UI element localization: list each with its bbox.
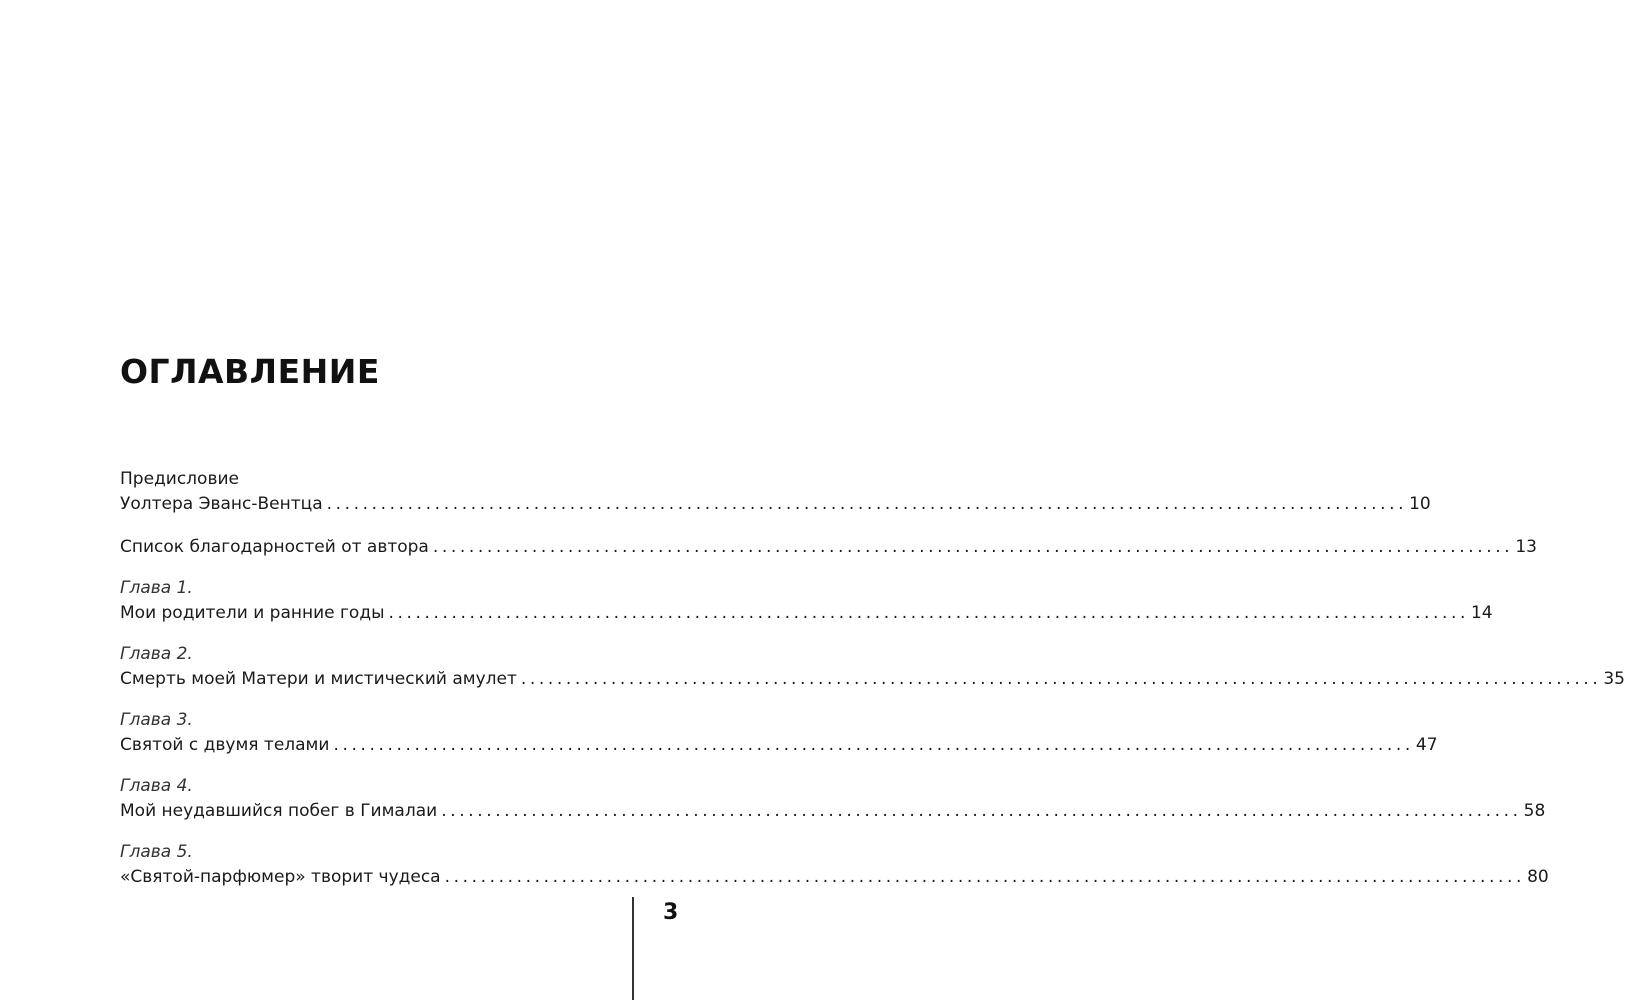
toc-page-number: 35 [1603, 669, 1625, 689]
toc-line [120, 535, 1537, 560]
chapter-label: Глава 1. [120, 578, 193, 598]
toc-entry-title: Святой с двумя телами [120, 735, 330, 755]
toc-line [120, 733, 1438, 758]
dot-leader: ........................................................................................................................ [432, 537, 1514, 557]
dot-leader: ........................................................................................................................ [388, 603, 1469, 623]
chapter-label: Глава 2. [120, 644, 193, 664]
folio-rule [632, 897, 634, 1000]
toc-entry-title: Список благодарностей от автора [120, 537, 429, 557]
toc-page-number: 58 [1523, 801, 1546, 821]
dot-leader: ........................................................................................................................ [444, 867, 1526, 887]
toc-entry [120, 535, 1537, 560]
chapter-label: Глава 5. [120, 842, 193, 862]
toc-entry [120, 642, 1625, 692]
toc-page-number: 47 [1415, 735, 1438, 755]
dot-leader: ........................................................................................................................ [333, 735, 1414, 755]
toc-page-number: 13 [1515, 537, 1537, 557]
toc-line [120, 492, 1431, 517]
toc-page-number: 10 [1409, 494, 1431, 514]
table-of-contents [120, 467, 1625, 906]
toc-entry-title: Уолтера Эванс-Вентца [120, 494, 323, 514]
toc-entry [120, 708, 1438, 758]
page-title: ОГЛАВЛЕНИЕ [120, 352, 380, 391]
toc-entry-title: «Святой-парфюмер» творит чудеса [120, 867, 441, 887]
toc-line [120, 865, 1549, 890]
toc-line [120, 799, 1546, 824]
toc-line [120, 601, 1493, 626]
toc-entry [120, 467, 1431, 517]
toc-line [120, 667, 1625, 692]
toc-entry-title: Мой неудавшийся побег в Гималаи [120, 801, 438, 821]
chapter-label: Глава 4. [120, 776, 193, 796]
dot-leader: ........................................................................................................................ [441, 801, 1522, 821]
toc-entry [120, 576, 1493, 626]
page-number: 3 [663, 900, 679, 925]
toc-entry [120, 840, 1549, 890]
toc-page-number: 80 [1527, 867, 1549, 887]
toc-entry-prefix: Предисловие [120, 469, 239, 489]
toc-page-number: 14 [1470, 603, 1493, 623]
chapter-label: Глава 3. [120, 710, 193, 730]
dot-leader: ........................................................................................................................ [326, 494, 1408, 514]
dot-leader: ........................................................................................................................ [520, 669, 1602, 689]
toc-entry-title: Смерть моей Матери и мистический амулет [120, 669, 517, 689]
toc-entry [120, 774, 1546, 824]
toc-entry-title: Мои родители и ранние годы [120, 603, 385, 623]
